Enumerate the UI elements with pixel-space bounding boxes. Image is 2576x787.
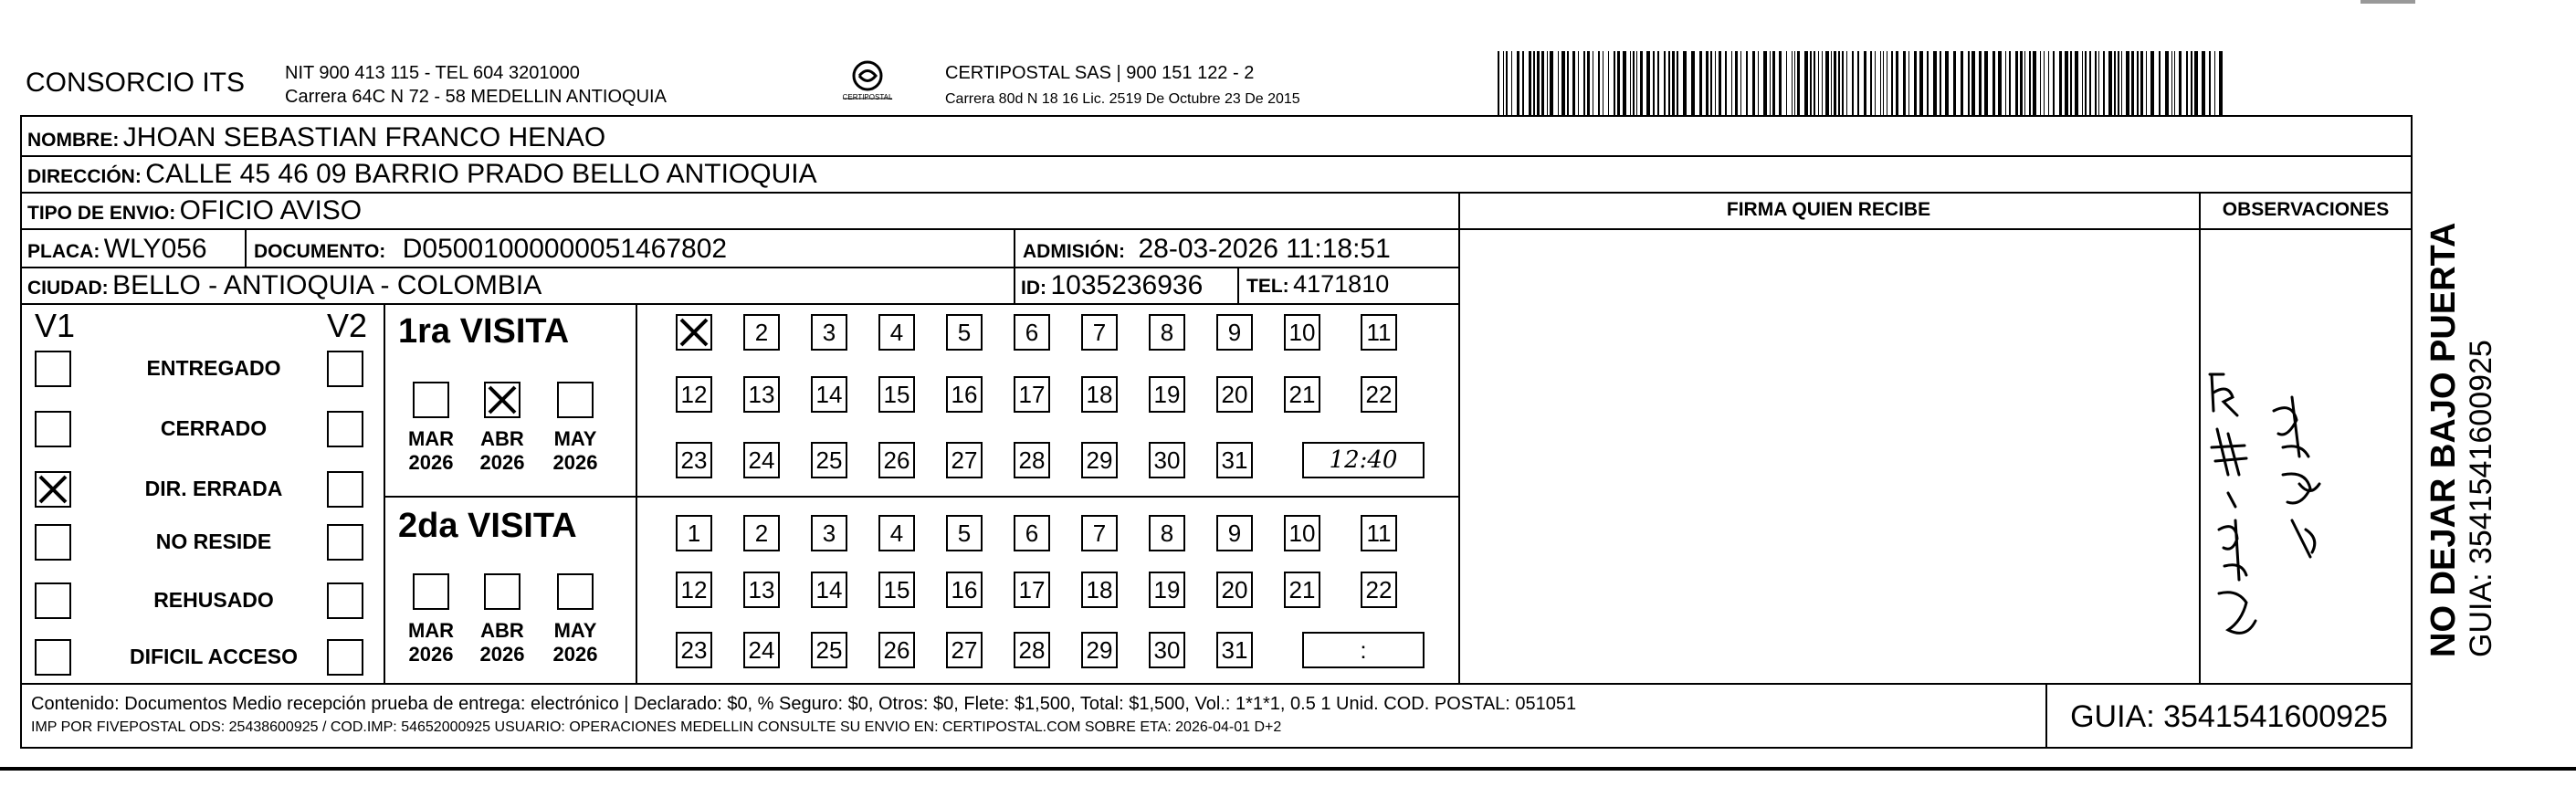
day-box[interactable]: 9 (1216, 314, 1253, 351)
day-box[interactable]: 13 (743, 572, 780, 608)
barcode-bar (1672, 51, 1675, 115)
barcode-bar (2009, 51, 2011, 115)
barcode-bar (1914, 51, 1917, 115)
day-box[interactable]: 7 (1081, 515, 1118, 551)
time-box[interactable]: : (1302, 632, 1425, 668)
barcode-bar (2118, 51, 2119, 115)
barcode-bar (2114, 51, 2116, 115)
imp-line: IMP POR FIVEPOSTAL ODS: 25438600925 / COD.IMP: 54652000925 USUARIO: OPERACIONES MEDELLIN CONSULTE SU ENVIO EN: CERTIPOSTAL.COM SOBRE ETA: 2026-04-01 D+2 (31, 719, 1282, 735)
day-box[interactable]: 14 (811, 376, 847, 413)
barcode-bar (1794, 51, 1795, 115)
day-box[interactable] (676, 314, 712, 351)
scan-mark (2360, 0, 2415, 4)
day-box[interactable]: 12 (676, 572, 712, 608)
day-box[interactable]: 22 (1361, 376, 1397, 413)
day-box[interactable]: 6 (1014, 515, 1050, 551)
company-name: CONSORCIO ITS (26, 68, 246, 98)
day-box[interactable]: 10 (1284, 314, 1320, 351)
barcode-bar (1927, 51, 1929, 115)
day-box[interactable]: 16 (946, 572, 983, 608)
address-label: DIRECCIÓN: (27, 166, 142, 187)
barcode-bar (1846, 51, 1847, 115)
barcode-bar (2029, 51, 2031, 115)
barcode-bar (2089, 51, 2091, 115)
barcode-bar (2194, 51, 2198, 115)
barcode-bar (2186, 51, 2188, 115)
day-box[interactable]: 29 (1081, 442, 1118, 478)
barcode-bar (1623, 51, 1626, 115)
handwritten-observation (2192, 347, 2356, 657)
month-checkbox[interactable] (413, 573, 449, 610)
name-value: JHOAN SEBASTIAN FRANCO HENAO (122, 122, 606, 152)
month-checkbox[interactable] (484, 382, 520, 418)
barcode (1498, 51, 2228, 115)
day-box[interactable]: 25 (811, 632, 847, 668)
day-box[interactable]: 15 (878, 376, 915, 413)
barcode-bar (1731, 51, 1732, 115)
day-box[interactable]: 4 (878, 314, 915, 351)
barcode-bar (1664, 51, 1666, 115)
barcode-bar (2082, 51, 2083, 115)
barcode-bar (2214, 51, 2215, 115)
barcode-bar (1735, 51, 1738, 115)
barcode-bar (1961, 51, 1963, 115)
day-box[interactable]: 21 (1284, 572, 1320, 608)
barcode-bar (1842, 51, 1844, 115)
v2-label: V2 (327, 307, 368, 344)
day-box[interactable]: 14 (811, 572, 847, 608)
day-box[interactable]: 11 (1361, 314, 1397, 351)
month-label: MAR 2026 (407, 427, 455, 474)
v1-checkbox[interactable] (35, 471, 71, 508)
option-label: ENTREGADO (146, 356, 281, 380)
v1-checkbox[interactable] (35, 524, 71, 561)
barcode-bar (2098, 51, 2099, 115)
barcode-bar (1511, 51, 1512, 115)
city-field (27, 270, 541, 301)
admission-label: ADMISIÓN: (1023, 241, 1125, 262)
logo-text: CERTIPOSTAL (842, 93, 893, 101)
barcode-bar (1883, 51, 1884, 115)
barcode-bar (1715, 51, 1716, 115)
v2-checkbox[interactable] (327, 351, 363, 387)
barcode-bar (1903, 51, 1906, 115)
v1-checkbox[interactable] (35, 582, 71, 619)
barcode-bar (1746, 51, 1748, 115)
month-label: MAR 2026 (407, 619, 455, 666)
document-field (254, 234, 727, 265)
day-box[interactable]: 5 (946, 515, 983, 551)
tel-field (1246, 270, 1389, 299)
no-dejar-bajo-puerta: NO DEJAR BAJO PUERTA (2424, 222, 2463, 657)
month-checkbox[interactable] (413, 382, 449, 418)
day-box[interactable]: 29 (1081, 632, 1118, 668)
day-box[interactable]: 27 (946, 632, 983, 668)
barcode-bar (2024, 51, 2025, 115)
barcode-bar (1810, 51, 1812, 115)
barcode-bar (1896, 51, 1898, 115)
plate-value: WLY056 (103, 234, 207, 264)
day-box[interactable]: 24 (743, 632, 780, 668)
day-box[interactable]: 10 (1284, 515, 1320, 551)
option-label: CERRADO (160, 416, 268, 440)
barcode-bar (1598, 51, 1600, 115)
barcode-bar (2005, 51, 2006, 115)
type-row (27, 195, 362, 226)
barcode-bar (1992, 51, 1995, 115)
barcode-bar (2020, 51, 2023, 115)
barcode-bar (1583, 51, 1585, 115)
barcode-bar (1578, 51, 1579, 115)
document-label: DOCUMENTO: (254, 241, 386, 262)
barcode-bar (1752, 51, 1755, 115)
barcode-bar (1864, 51, 1866, 115)
day-box[interactable]: 8 (1149, 515, 1185, 551)
barcode-bar (2171, 51, 2172, 115)
day-box[interactable]: 6 (1014, 314, 1050, 351)
barcode-bar (1614, 51, 1615, 115)
barcode-bar (1503, 51, 1504, 115)
side-guia: GUIA: 3541541600925 (2464, 340, 2498, 657)
day-box[interactable]: 23 (676, 632, 712, 668)
day-box[interactable]: 5 (946, 314, 983, 351)
barcode-bar (1740, 51, 1741, 115)
barcode-bar (1838, 51, 1840, 115)
barcode-bar (2075, 51, 2078, 115)
tel-label: TEL: (1246, 276, 1289, 297)
barcode-bar (2121, 51, 2122, 115)
day-box[interactable]: 8 (1149, 314, 1185, 351)
name-label: NOMBRE: (27, 130, 120, 151)
barcode-bar (1792, 51, 1793, 115)
month-label: ABR 2026 (479, 619, 525, 666)
barcode-bar (1870, 51, 1872, 115)
month-checkbox[interactable] (557, 382, 594, 418)
day-box[interactable]: 2 (743, 314, 780, 351)
barcode-bar (1797, 51, 1800, 115)
day-box[interactable]: 12 (676, 376, 712, 413)
barcode-bar (1834, 51, 1836, 115)
v2-checkbox[interactable] (327, 471, 363, 508)
day-box[interactable]: 28 (1014, 442, 1050, 478)
visit2-title: 2da VISITA (398, 507, 577, 545)
id-field (1021, 270, 1203, 301)
month-label: MAY 2026 (552, 427, 598, 474)
day-box[interactable]: 25 (811, 442, 847, 478)
barcode-bar (1822, 51, 1823, 115)
barcode-bar (2137, 51, 2139, 115)
barcode-bar (1814, 51, 1815, 115)
barcode-bar (1857, 51, 1859, 115)
tel-value: 4171810 (1293, 270, 1390, 298)
barcode-bar (1979, 51, 1982, 115)
v2-checkbox[interactable] (327, 639, 363, 676)
scan-edge (0, 767, 2576, 771)
day-box[interactable]: 16 (946, 376, 983, 413)
id-value: 1035236936 (1050, 270, 1204, 300)
barcode-bar (1971, 51, 1975, 115)
barcode-bar (2040, 51, 2041, 115)
day-box[interactable]: 11 (1361, 515, 1397, 551)
day-box[interactable]: 1 (676, 515, 712, 551)
city-label: CIUDAD: (27, 278, 109, 299)
day-box[interactable]: 17 (1014, 572, 1050, 608)
day-box[interactable]: 28 (1014, 632, 1050, 668)
barcode-bar (2191, 51, 2192, 115)
option-label: DIR. ERRADA (144, 477, 283, 500)
barcode-bar (2159, 51, 2161, 115)
barcode-bar (2219, 51, 2223, 115)
barcode-bar (1804, 51, 1808, 115)
barcode-bar (1572, 51, 1575, 115)
option-label: NO RESIDE (155, 530, 272, 553)
v1-label: V1 (35, 307, 76, 344)
admission-field (1023, 234, 1391, 265)
barcode-bar (1770, 51, 1771, 115)
day-box[interactable]: 2 (743, 515, 780, 551)
barcode-bar (2048, 51, 2049, 115)
barcode-bar (2150, 51, 2154, 115)
barcode-bar (1984, 51, 1988, 115)
month-label: ABR 2026 (479, 427, 525, 474)
barcode-bar (1880, 51, 1881, 115)
day-box[interactable]: 3 (811, 515, 847, 551)
contents-line: Contenido: Documentos Medio recepción prueba de entrega: electrónico | Declarado: $0, % Seguro: $0, Otros: $0, Flete: $1,500, Total: $1,500, Vol.: 1*1*1, 0.5 1 Unid. COD. POSTAL: 051051 (31, 694, 1577, 714)
day-box[interactable]: 17 (1014, 376, 1050, 413)
barcode-bar (1522, 51, 1524, 115)
name-row (27, 122, 605, 153)
barcode-bar (2202, 51, 2205, 115)
barcode-bar (2131, 51, 2134, 115)
id-label: ID: (1021, 278, 1046, 299)
barcode-bar (1547, 51, 1548, 115)
barcode-bar (1998, 51, 2002, 115)
barcode-bar (1719, 51, 1721, 115)
barcode-bar (2179, 51, 2182, 115)
day-box[interactable]: 19 (1149, 572, 1185, 608)
v2-checkbox[interactable] (327, 411, 363, 447)
barcode-bar (1636, 51, 1637, 115)
v2-checkbox[interactable] (327, 582, 363, 619)
certipostal-logo (836, 58, 899, 110)
barcode-bar (1683, 51, 1687, 115)
plate-field (27, 234, 207, 265)
barcode-bar (2108, 51, 2112, 115)
day-box[interactable]: 4 (878, 515, 915, 551)
barcode-bar (1945, 51, 1949, 115)
barcode-bar (1933, 51, 1937, 115)
barcode-bar (1852, 51, 1854, 115)
barcode-bar (1706, 51, 1709, 115)
certipostal-license: Carrera 80d N 18 16 Lic. 2519 De Octubre 23 De 2015 (945, 91, 1300, 107)
day-box[interactable]: 18 (1081, 376, 1118, 413)
day-box[interactable]: 20 (1216, 572, 1253, 608)
barcode-bar (1533, 51, 1535, 115)
barcode-bar (1891, 51, 1893, 115)
admission-value: 28-03-2026 11:18:51 (1138, 234, 1391, 264)
barcode-bar (1763, 51, 1767, 115)
barcode-bar (1710, 51, 1712, 115)
certipostal-info: CERTIPOSTAL SAS | 900 151 122 - 2 (945, 63, 1255, 83)
type-value: OFICIO AVISO (179, 195, 363, 226)
day-box[interactable]: 26 (878, 632, 915, 668)
city-value: BELLO - ANTIOQUIA - COLOMBIA (112, 270, 542, 300)
barcode-bar (1779, 51, 1782, 115)
barcode-bar (2059, 51, 2062, 115)
barcode-bar (1646, 51, 1650, 115)
barcode-bar (1617, 51, 1620, 115)
barcode-bar (2126, 51, 2129, 115)
month-checkbox[interactable] (484, 573, 520, 610)
barcode-bar (2044, 51, 2045, 115)
v1-checkbox[interactable] (35, 411, 71, 447)
barcode-bar (1567, 51, 1569, 115)
barcode-bar (1968, 51, 1970, 115)
barcode-bar (1818, 51, 1819, 115)
barcode-bar (1541, 51, 1544, 115)
barcode-bar (1561, 51, 1565, 115)
barcode-bar (1587, 51, 1590, 115)
barcode-bar (1699, 51, 1702, 115)
barcode-bar (2033, 51, 2036, 115)
barcode-bar (1640, 51, 1643, 115)
barcode-bar (2140, 51, 2143, 115)
v1-checkbox[interactable] (35, 639, 71, 676)
day-box[interactable]: 9 (1216, 515, 1253, 551)
barcode-bar (2085, 51, 2087, 115)
barcode-bar (1725, 51, 1727, 115)
barcode-bar (1919, 51, 1923, 115)
day-box[interactable]: 23 (676, 442, 712, 478)
plate-label: PLACA: (27, 241, 100, 262)
barcode-bar (1529, 51, 1531, 115)
option-label: REHUSADO (153, 588, 274, 612)
barcode-bar (2209, 51, 2211, 115)
month-checkbox[interactable] (557, 573, 594, 610)
address-row (27, 159, 817, 190)
signature-label: FIRMA QUIEN RECIBE (1726, 199, 1931, 220)
day-box[interactable]: 31 (1216, 442, 1253, 478)
barcode-bar (1772, 51, 1775, 115)
day-box[interactable]: 7 (1081, 314, 1118, 351)
day-box[interactable]: 15 (878, 572, 915, 608)
company-nit: NIT 900 413 115 - TEL 604 3201000 (285, 63, 580, 83)
barcode-bar (1677, 51, 1678, 115)
day-box[interactable]: 31 (1216, 632, 1253, 668)
barcode-bar (2070, 51, 2072, 115)
barcode-bar (2165, 51, 2169, 115)
day-box[interactable]: 30 (1149, 632, 1185, 668)
time-box[interactable]: 12:40 (1302, 442, 1425, 478)
barcode-bar (1691, 51, 1695, 115)
v1-checkbox[interactable] (35, 351, 71, 387)
v2-checkbox[interactable] (327, 524, 363, 561)
barcode-bar (1550, 51, 1553, 115)
day-box[interactable]: 22 (1361, 572, 1397, 608)
day-box[interactable]: 21 (1284, 376, 1320, 413)
barcode-bar (2053, 51, 2055, 115)
visit1-title: 1ra VISITA (398, 312, 570, 351)
barcode-bar (2146, 51, 2147, 115)
type-label: TIPO DE ENVIO: (27, 203, 176, 224)
day-box[interactable]: 20 (1216, 376, 1253, 413)
day-box[interactable]: 13 (743, 376, 780, 413)
barcode-bar (1608, 51, 1609, 115)
day-box[interactable]: 27 (946, 442, 983, 478)
option-label: DIFICIL ACCESO (129, 645, 298, 668)
document-value: D05001000000051467802 (402, 234, 728, 264)
day-box[interactable]: 30 (1149, 442, 1185, 478)
barcode-bar (1517, 51, 1519, 115)
barcode-bar (1657, 51, 1659, 115)
barcode-bar (1653, 51, 1655, 115)
barcode-bar (1498, 51, 1499, 115)
barcode-bar (2015, 51, 2018, 115)
barcode-bar (1633, 51, 1635, 115)
barcode-bar (1630, 51, 1631, 115)
barcode-bar (2174, 51, 2175, 115)
month-label: MAY 2026 (552, 619, 598, 666)
day-box[interactable]: 24 (743, 442, 780, 478)
observations-label: OBSERVACIONES (2222, 199, 2390, 220)
barcode-bar (1537, 51, 1540, 115)
company-address: Carrera 64C N 72 - 58 MEDELLIN ANTIOQUIA (285, 87, 667, 107)
day-box[interactable]: 18 (1081, 572, 1118, 608)
barcode-bar (1875, 51, 1876, 115)
barcode-bar (2065, 51, 2068, 115)
barcode-bar (1506, 51, 1508, 115)
day-box[interactable]: 19 (1149, 376, 1185, 413)
day-box[interactable]: 3 (811, 314, 847, 351)
barcode-bar (2103, 51, 2105, 115)
barcode-bar (1940, 51, 1941, 115)
barcode-bar (1825, 51, 1829, 115)
barcode-bar (1668, 51, 1670, 115)
barcode-bar (1831, 51, 1832, 115)
barcode-bar (1908, 51, 1909, 115)
barcode-bar (1558, 51, 1559, 115)
barcode-bar (1758, 51, 1759, 115)
address-value: CALLE 45 46 09 BARRIO PRADO BELLO ANTIOQUIA (145, 159, 817, 189)
barcode-bar (2095, 51, 2097, 115)
day-box[interactable]: 26 (878, 442, 915, 478)
barcode-bar (1786, 51, 1787, 115)
footer-guia: GUIA: 3541541600925 (2070, 699, 2388, 734)
barcode-bar (1953, 51, 1956, 115)
